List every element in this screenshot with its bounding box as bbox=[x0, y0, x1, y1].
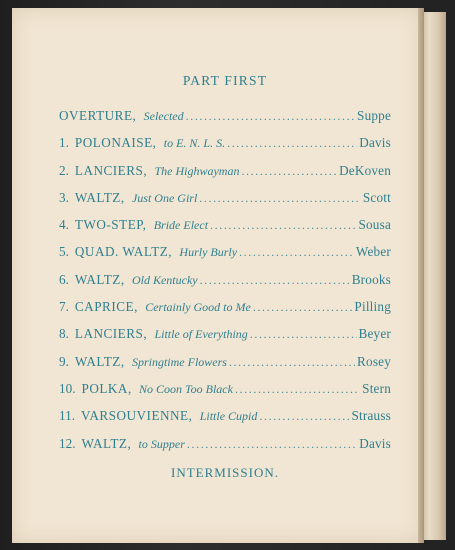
piece-title: Bride Elect bbox=[153, 218, 209, 233]
piece-title: No Coon Too Black bbox=[139, 381, 233, 396]
spacer bbox=[172, 238, 175, 265]
piece-title: Springtime Flowers bbox=[131, 354, 227, 369]
program-row bbox=[59, 402, 391, 429]
program-number: 9. bbox=[59, 353, 69, 369]
spacer bbox=[125, 184, 128, 211]
dance-program-list bbox=[59, 102, 391, 457]
program-row bbox=[59, 102, 391, 129]
program-number: 6. bbox=[59, 271, 69, 287]
dot-leader bbox=[199, 185, 361, 212]
program-number: 5. bbox=[59, 244, 69, 260]
spacer bbox=[136, 102, 139, 129]
spacer bbox=[147, 157, 150, 184]
dot-leader bbox=[259, 403, 349, 430]
composer-name: Strauss bbox=[351, 408, 391, 424]
dance-name: POLKA, bbox=[81, 380, 132, 396]
program-row bbox=[59, 375, 391, 402]
dance-name: WALTZ, bbox=[74, 189, 125, 205]
composer-name: Rosey bbox=[357, 353, 391, 369]
dance-name: WALTZ, bbox=[74, 353, 125, 369]
program-number: 3. bbox=[59, 189, 69, 205]
program-number: 1. bbox=[59, 135, 69, 151]
spacer bbox=[132, 375, 135, 402]
program-row bbox=[59, 320, 391, 347]
program-number: 2. bbox=[59, 162, 69, 178]
composer-name: Sousa bbox=[358, 217, 391, 233]
program-row bbox=[59, 157, 391, 184]
spacer bbox=[138, 293, 141, 320]
dot-leader bbox=[200, 267, 350, 294]
next-page-edge bbox=[422, 12, 446, 540]
intermission-label: INTERMISSION. bbox=[171, 465, 279, 480]
piece-title: Little of Everything bbox=[154, 327, 248, 342]
piece-title: to Supper bbox=[138, 436, 185, 451]
spacer bbox=[131, 430, 134, 457]
program-number: 10. bbox=[59, 380, 76, 396]
piece-title: Just One Girl bbox=[131, 190, 198, 205]
piece-title: Certainly Good to Me bbox=[145, 300, 251, 315]
composer-name: Suppe bbox=[357, 108, 391, 123]
composer-name: Beyer bbox=[358, 326, 391, 342]
dot-leader bbox=[253, 294, 353, 321]
piece-title: Old Kentucky bbox=[131, 272, 198, 287]
program-row bbox=[59, 211, 391, 238]
section-heading: PART FIRST bbox=[182, 73, 268, 88]
dot-leader bbox=[229, 349, 355, 376]
program-number: 4. bbox=[59, 217, 69, 233]
program-row bbox=[59, 266, 391, 293]
program-row bbox=[59, 129, 391, 156]
dance-name: VARSOUVIENNE, bbox=[81, 408, 193, 424]
composer-name: Stern bbox=[362, 380, 391, 396]
piece-title: Hurly Burly bbox=[179, 245, 238, 260]
page-gutter bbox=[418, 8, 424, 543]
dance-name: LANCIERS, bbox=[74, 326, 148, 342]
piece-title: The Highwayman bbox=[154, 163, 240, 178]
spacer bbox=[147, 320, 150, 347]
program-row bbox=[59, 430, 391, 457]
program-number: 8. bbox=[59, 326, 69, 342]
spacer bbox=[146, 211, 149, 238]
dot-leader bbox=[186, 103, 355, 130]
program-row bbox=[59, 184, 391, 211]
program-page bbox=[12, 8, 422, 543]
composer-name: Davis bbox=[359, 135, 391, 151]
piece-title: Selected bbox=[143, 109, 184, 123]
program-number: 12. bbox=[59, 435, 76, 451]
composer-name: DeKoven bbox=[339, 162, 391, 178]
composer-name: Weber bbox=[355, 244, 391, 260]
program-row bbox=[59, 238, 391, 265]
program-number: 11. bbox=[59, 408, 75, 424]
composer-name: Scott bbox=[362, 189, 391, 205]
dance-name: QUAD. WALTZ, bbox=[74, 244, 173, 260]
dot-leader bbox=[210, 212, 356, 239]
dot-leader bbox=[187, 431, 357, 458]
dot-leader bbox=[241, 158, 337, 185]
dot-leader bbox=[235, 376, 360, 403]
spacer bbox=[125, 348, 128, 375]
dance-name: WALTZ, bbox=[74, 271, 125, 287]
dance-name: TWO-STEP, bbox=[74, 217, 147, 233]
composer-name: Pilling bbox=[354, 299, 391, 315]
dot-leader bbox=[250, 321, 357, 348]
spacer bbox=[192, 402, 195, 429]
spacer bbox=[156, 129, 159, 156]
piece-title: to E. N. L. S. bbox=[163, 136, 226, 151]
piece-title: Little Cupid bbox=[199, 409, 258, 424]
dance-name: OVERTURE, bbox=[59, 108, 137, 123]
program-row bbox=[59, 293, 391, 320]
program-number: 7. bbox=[59, 299, 69, 315]
composer-name: Brooks bbox=[351, 271, 391, 287]
program-row bbox=[59, 348, 391, 375]
dance-name: WALTZ, bbox=[81, 435, 132, 451]
dance-name: LANCIERS, bbox=[74, 162, 148, 178]
composer-name: Davis bbox=[359, 435, 391, 451]
spacer bbox=[125, 266, 128, 293]
dance-name: CAPRICE, bbox=[74, 299, 138, 315]
dot-leader bbox=[227, 130, 357, 157]
dot-leader bbox=[239, 239, 354, 266]
dance-name: POLONAISE, bbox=[74, 135, 157, 151]
